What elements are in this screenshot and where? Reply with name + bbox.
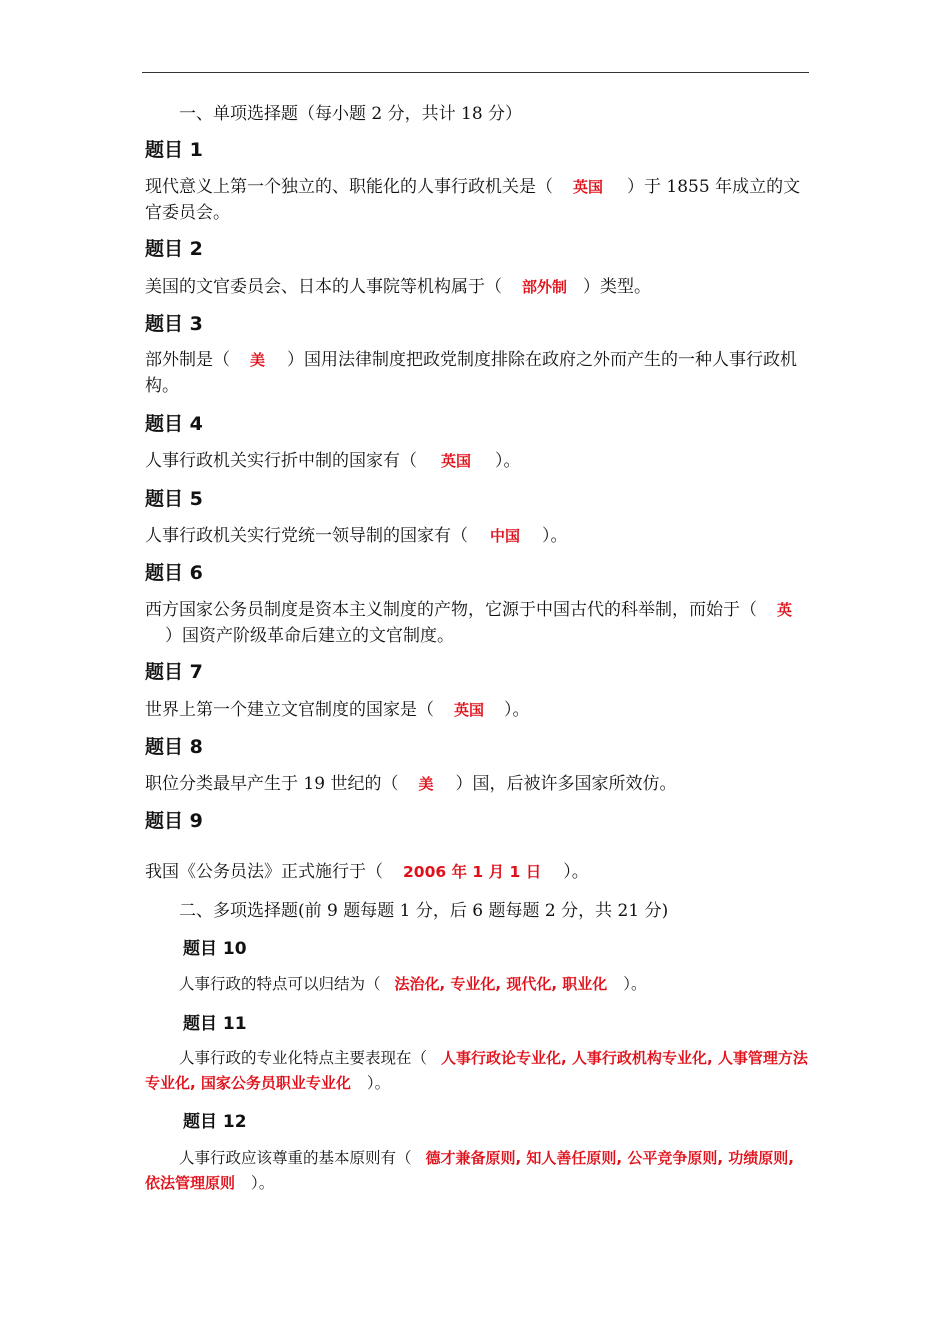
question-suffix: ）类型。 — [583, 277, 652, 297]
header-rule — [142, 72, 809, 73]
question-prefix: 我国《公务员法》正式施行于（ — [145, 862, 383, 882]
question-prefix: 美国的文官委员会、日本的人事院等机构属于（ — [145, 277, 502, 297]
question-title: 题目 4 — [145, 413, 203, 435]
question-text — [145, 859, 810, 885]
question-title: 题目 6 — [145, 562, 203, 584]
answer: 美 — [418, 775, 434, 793]
question-text — [145, 174, 810, 226]
answer: 德才兼备原则, 知人善任原则, 公平竞争原则, 功绩原则, 依法管理原则 — [145, 1149, 794, 1192]
question-prefix: 部外制是（ — [145, 350, 230, 370]
answer: 英国 — [441, 452, 472, 470]
answer: 法治化, 专业化, 现代化, 职业化 — [394, 975, 608, 993]
question-suffix: ）国用法律制度把政党制度排除在政府之外而产生的一种人事行政机构。 — [145, 350, 798, 396]
question-title: 题目 2 — [145, 238, 203, 260]
question-prefix: 人事行政机关实行党统一领导制的国家有（ — [145, 526, 468, 546]
question-suffix: ）。 — [251, 1174, 275, 1192]
question-text — [145, 448, 810, 474]
question-prefix: 西方国家公务员制度是资本主义制度的产物，它源于中国古代的科举制，而始于（ — [145, 600, 757, 620]
question-title: 题目 1 — [145, 139, 203, 161]
question-prefix: 人事行政机关实行折中制的国家有（ — [145, 451, 417, 471]
question-title: 题目 8 — [145, 736, 203, 758]
question-prefix: 人事行政的特点可以归结为（ — [179, 975, 381, 993]
answer: 人事行政论专业化, 人事行政机构专业化, 人事管理方法专业化, 国家公务员职业专业化 — [145, 1049, 808, 1092]
question-prefix: 人事行政应该尊重的基本原则有（ — [179, 1149, 412, 1167]
question-title: 题目 10 — [183, 939, 247, 959]
answer: 英 — [777, 601, 793, 619]
question-suffix: ）。 — [495, 451, 521, 471]
answer: 中国 — [490, 527, 521, 545]
answer: 英国 — [454, 701, 485, 719]
question-text — [145, 972, 810, 997]
question-text — [145, 597, 810, 649]
question-title: 题目 3 — [145, 313, 203, 335]
question-title: 题目 11 — [183, 1014, 247, 1034]
question-prefix: 人事行政的专业化特点主要表现在（ — [179, 1049, 428, 1067]
question-text — [145, 1146, 810, 1196]
question-text — [145, 1046, 810, 1096]
question-suffix: ）。 — [542, 526, 568, 546]
question-title: 题目 12 — [183, 1112, 247, 1132]
question-suffix: ）于 1855 年成立的文官委员会。 — [145, 177, 801, 223]
section-heading-multi-choice: 二、多项选择题(前 9 题每题 1 分，后 6 题每题 2 分，共 21 分) — [179, 901, 669, 921]
question-text — [145, 771, 810, 797]
answer: 部外制 — [522, 278, 568, 296]
question-text — [145, 697, 810, 723]
question-title: 题目 7 — [145, 661, 203, 683]
question-text — [145, 523, 810, 549]
question-suffix: ）。 — [366, 1074, 391, 1092]
question-prefix: 现代意义上第一个独立的、职能化的人事行政机关是（ — [145, 177, 553, 197]
question-text — [145, 347, 810, 399]
answer: 2006 年 1 月 1 日 — [403, 863, 542, 881]
question-title: 题目 5 — [145, 488, 203, 510]
question-title: 题目 9 — [145, 810, 203, 832]
section-heading-single-choice: 一、单项选择题（每小题 2 分，共计 18 分） — [179, 104, 523, 124]
question-prefix: 世界上第一个建立文官制度的国家是（ — [145, 700, 434, 720]
answer: 美 — [250, 351, 266, 369]
question-suffix: ）国，后被许多国家所效仿。 — [455, 774, 677, 794]
question-suffix: ）。 — [563, 862, 589, 882]
question-suffix: ）。 — [504, 700, 530, 720]
answer: 英国 — [573, 178, 604, 196]
question-text — [145, 274, 810, 300]
question-suffix: ）国资产阶级革命后建立的文官制度。 — [165, 626, 454, 646]
question-prefix: 职位分类最早产生于 19 世纪的（ — [145, 774, 399, 794]
question-suffix: ）。 — [623, 975, 647, 993]
